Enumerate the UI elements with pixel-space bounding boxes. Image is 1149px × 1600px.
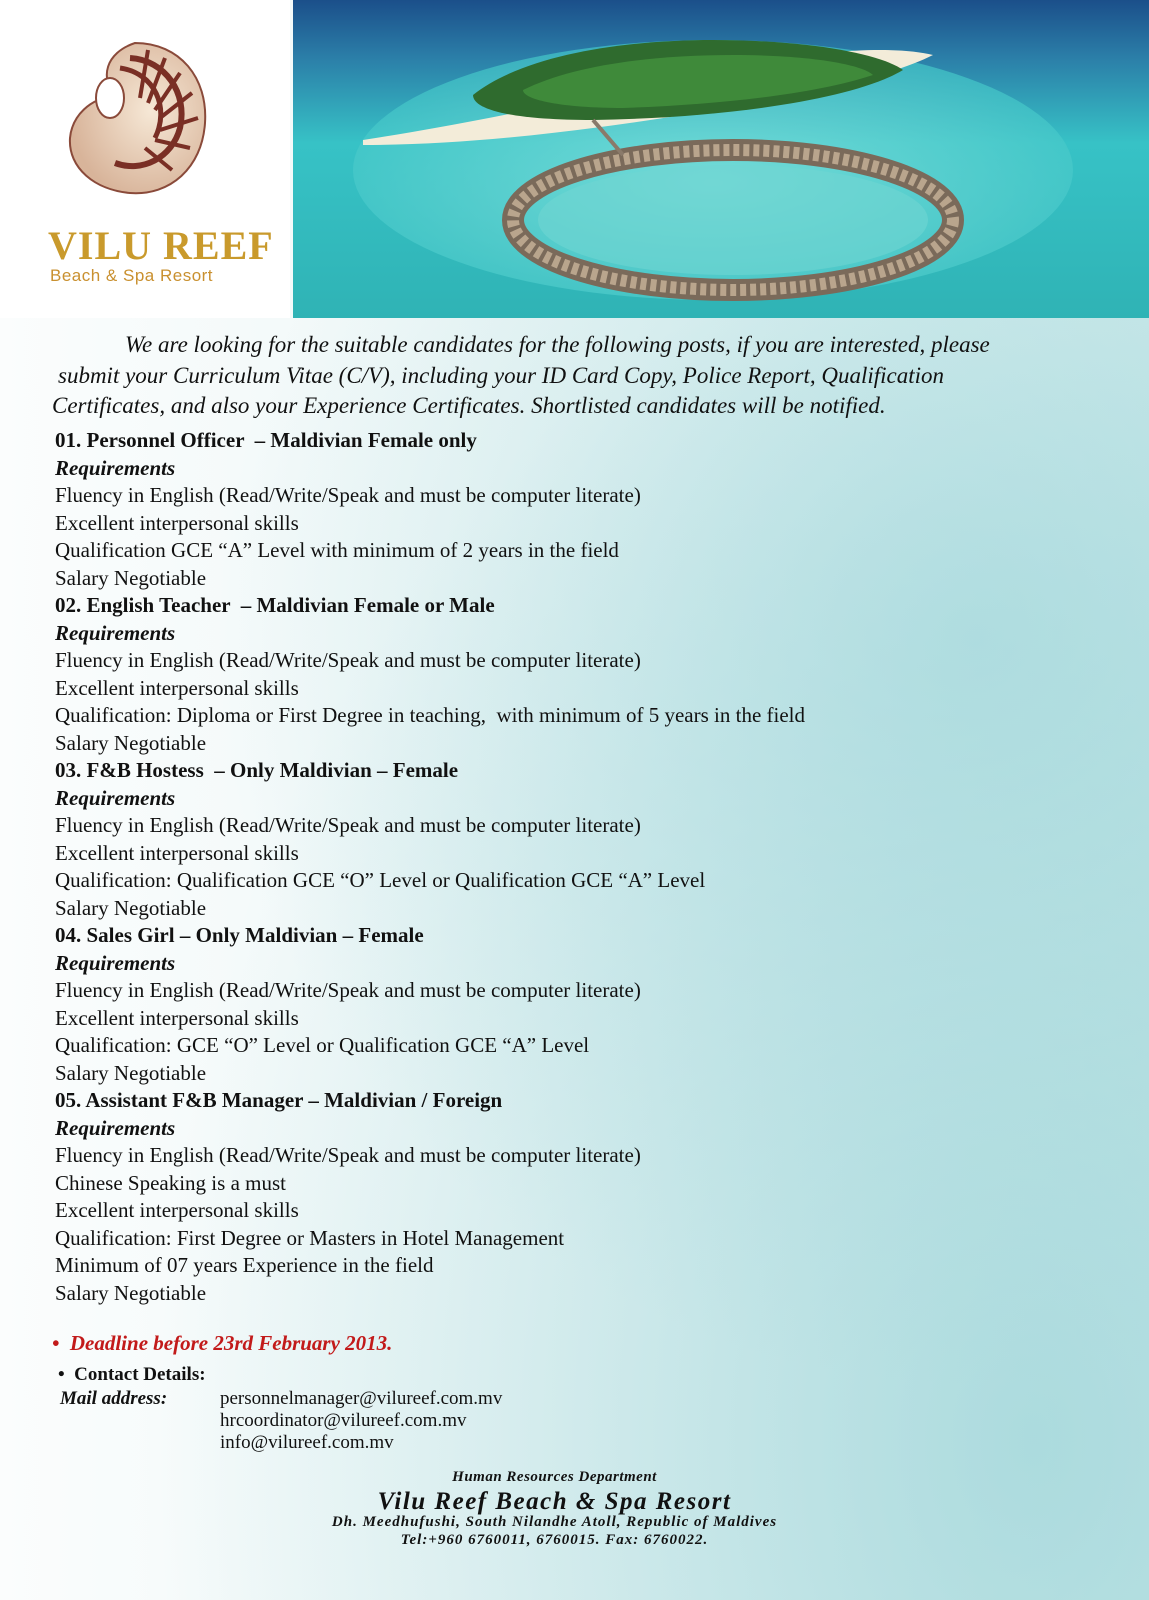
resort-aerial-photo: [293, 0, 1149, 318]
job-post: [55, 1087, 1115, 1307]
contact-heading: [58, 1364, 206, 1386]
requirement-line: Qualification: First Degree or Masters in Hotel Management: [55, 1225, 565, 1250]
requirements-label: Requirements: [55, 1115, 176, 1140]
job-post: [55, 757, 1115, 922]
job-post: [55, 592, 1115, 757]
requirement-line: Minimum of 07 years Experience in the field: [55, 1253, 434, 1277]
bullet-icon: •: [58, 1364, 75, 1385]
logo-panel: [0, 0, 290, 318]
intro-line-1: We are looking for the suitable candidates for the following posts, if you are interested, please: [125, 332, 990, 357]
requirement-line: Salary Negotiable: [55, 565, 207, 590]
requirement-line: Excellent interpersonal skills: [55, 1198, 299, 1222]
requirement-line: Qualification: GCE “O” Level or Qualification GCE “A” Level: [55, 1033, 590, 1057]
requirement-line: Qualification GCE “A” Level with minimum of 2 years in the field: [55, 538, 619, 562]
requirement-line: Salary Negotiable: [55, 1280, 207, 1305]
requirement-line: Salary Negotiable: [55, 1060, 207, 1085]
nautilus-shell-logo: [60, 38, 210, 198]
requirement-line: Fluency in English (Read/Write/Speak and must be computer literate): [55, 978, 641, 1002]
contact-heading-text: Contact Details:: [74, 1364, 206, 1385]
email-link[interactable]: personnelmanager@vilureef.com.mv: [220, 1388, 503, 1409]
requirements-label: Requirements: [55, 950, 176, 975]
requirement-line: Qualification: Qualification GCE “O” Level or Qualification GCE “A” Level: [55, 868, 706, 892]
brand-name: VILU REEF: [48, 223, 274, 268]
requirement-line: Salary Negotiable: [55, 730, 207, 755]
bullet-icon: •: [52, 1331, 70, 1355]
requirement-line: Fluency in English (Read/Write/Speak and must be computer literate): [55, 483, 641, 507]
requirement-line: Excellent interpersonal skills: [55, 675, 299, 700]
requirement-line: Chinese Speaking is a must: [55, 1170, 286, 1195]
email-list: [220, 1388, 502, 1454]
requirements-label: Requirements: [55, 455, 176, 480]
footer-resort-name: Vilu Reef Beach & Spa Resort: [377, 1488, 732, 1515]
requirement-line: Fluency in English (Read/Write/Speak and must be computer literate): [55, 813, 641, 837]
intro-line-3: Certificates, and also your Experience Certificates. Shortlisted candidates will be notified.: [52, 393, 886, 418]
requirement-line: Fluency in English (Read/Write/Speak and must be computer literate): [55, 648, 641, 672]
email-link[interactable]: hrcoordinator@vilureef.com.mv: [220, 1410, 467, 1431]
job-post-title: 05. Assistant F&B Manager – Maldivian / Foreign: [55, 1088, 503, 1112]
requirement-line: Qualification: Diploma or First Degree in teaching, with minimum of 5 years in the field: [55, 703, 805, 727]
footer-department: Human Resources Department: [452, 1469, 657, 1485]
requirements-label: Requirements: [55, 620, 176, 645]
intro-paragraph: [52, 330, 1127, 422]
requirement-line: Fluency in English (Read/Write/Speak and must be computer literate): [55, 1143, 641, 1167]
job-post: [55, 922, 1115, 1087]
intro-line-2: submit your Curriculum Vitae (C/V), including your ID Card Copy, Police Report, Qualification: [58, 362, 945, 388]
job-post: [55, 427, 1115, 592]
requirements-label: Requirements: [55, 785, 176, 810]
job-post-title: 04. Sales Girl – Only Maldivian – Female: [55, 923, 424, 947]
footer-address: Dh. Meedhufushi, South Nilandhe Atoll, Republic of Maldives: [331, 1514, 778, 1530]
requirement-line: Salary Negotiable: [55, 895, 207, 920]
footer-phones: Tel:+960 6760011, 6760015. Fax: 6760022.: [400, 1532, 709, 1548]
job-post-title: 03. F&B Hostess – Only Maldivian – Female: [55, 758, 459, 782]
deadline-notice: [52, 1331, 392, 1356]
requirement-line: Excellent interpersonal skills: [55, 1005, 299, 1030]
requirement-line: Excellent interpersonal skills: [55, 510, 299, 535]
job-post-title: 02. English Teacher – Maldivian Female or Male: [55, 593, 495, 617]
email-link[interactable]: info@vilureef.com.mv: [220, 1432, 394, 1453]
job-post-title: 01. Personnel Officer – Maldivian Female only: [55, 428, 477, 452]
deadline-text: Deadline before 23rd February 2013.: [69, 1331, 393, 1355]
job-posts-list: [55, 427, 1115, 1307]
mail-address-label: Mail address:: [60, 1388, 168, 1409]
brand-subtitle: Beach & Spa Resort: [50, 266, 214, 285]
requirement-line: Excellent interpersonal skills: [55, 840, 299, 865]
